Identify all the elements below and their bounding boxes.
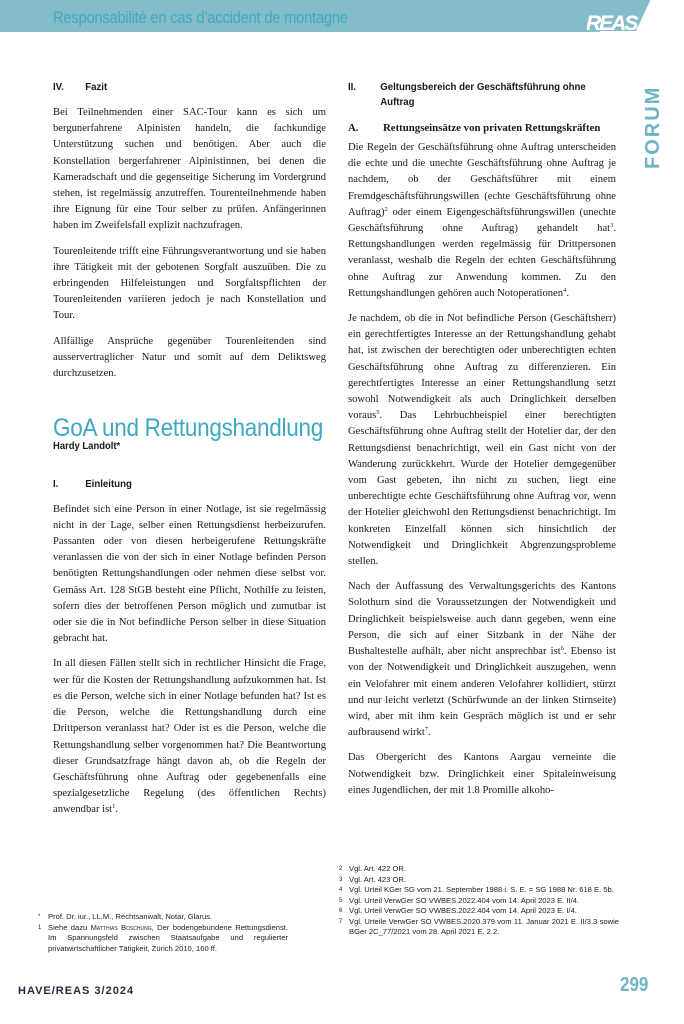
article-author: Hardy Landolt* bbox=[53, 440, 121, 453]
section-heading-geltungsbereich bbox=[348, 80, 595, 110]
footnotes-right bbox=[339, 864, 619, 938]
text: Nach der Auffassung des Verwaltungsgerichts des Kantons Solothurn sind die Voraussetzungen der Notwendigkeit und Dringlichkeit beispielsweise auch dann gegeben, wenn eine Person, die sich auf einer Sitzbank in der Nähe der Bushaltestelle aufhält, aber nicht ansprechbar ist bbox=[348, 581, 616, 658]
footnote-ref[interactable]: 2 bbox=[384, 205, 388, 213]
text: . bbox=[428, 727, 431, 739]
text: . Ebenso ist von der Notwendigkeit und Dringlichkeit auszugehen, wenn ein Velofahrer mit einem anderen Velofahrer kollidiert, stürzt und nur leicht verletzt (Schürfwunde an der linken Stirnseite) wird, aber mit ihm kein Gespräch möglich ist und er sehr aufbrausend wirkt bbox=[348, 646, 616, 739]
subsection-number: A. bbox=[348, 122, 359, 134]
footnote-ref[interactable]: 3 bbox=[610, 222, 614, 230]
section-heading-fazit bbox=[53, 80, 304, 95]
text: Je nachdem, ob die in Not befindliche Person (Geschäftsherr) ein gerechtfertigtes Interesse an der Rettungshandlung gehabt hat, ist zwischen der berechtigten oder unberechtigten echten Geschäftsführung ohne Auftrag zu differenzieren. Ein gerechtfertigtes Interesse an einer Rettungshandlung setzt sowohl Notwendigkeit als auch Dringlichkeit derselben voraus bbox=[348, 313, 616, 422]
footnote bbox=[339, 885, 619, 896]
right-column bbox=[348, 80, 616, 808]
footnote-text: Vgl. Urteile VerwGer SO VWBES.2020.379 vom 11. Januar 2021 E. II/3.3 sowie BGer 2C_77/2021 vom 28. April 2021 E. 2.2. bbox=[349, 916, 619, 936]
footnote-mark: 2 bbox=[339, 866, 343, 872]
footnote-ref[interactable]: 6 bbox=[560, 645, 564, 653]
subsection-heading-rettungseinsaetze bbox=[348, 120, 616, 136]
section-title: Geltungsbereich der Geschäftsführung ohne Auftrag bbox=[380, 81, 586, 108]
footnote-text: Vgl. Urteil VerwGer SO VWBES.2022.404 vom 14. April 2023 E. I/4. bbox=[349, 906, 577, 915]
footnote bbox=[339, 875, 619, 886]
footnote-mark: 7 bbox=[339, 918, 343, 925]
page-number: 299 bbox=[620, 974, 649, 996]
paragraph: Das Obergericht des Kantons Aargau verneinte die Notwendigkeit bzw. Dringlichkeit einer Spitaleinweisung eines Jugendlichen, der mit 1.8 Promille alkoho- bbox=[348, 752, 616, 796]
footnote bbox=[339, 917, 619, 938]
footnote-text: Vgl. Urteil KGer SG vom 21. September 1988 i. S. E. = SG 1988 Nr. 618 E. 5b. bbox=[349, 885, 614, 894]
footnote-mark: 3 bbox=[339, 876, 343, 883]
paragraph: Bei Teilnehmenden einer SAC-Tour kann es sich um bergunerfahrene Alpinisten handeln, die fachkundige Unterstützung suchen und benötigen. Aber auch die Konstellation bergerfahrener Alpinistinnen, bei denen die Kameradschaft und die gegenseitige Sicherung im Vordergrund stehen, ist regelmässig anzutreffen. Tourenteilnehmende haben ihre Eignung für eine Tour selber zu prüfen. Anfängerinnen haben im Zweifelsfall explizit nachzufragen. bbox=[53, 107, 326, 232]
section-heading-einleitung bbox=[53, 477, 304, 492]
footnotes-left bbox=[38, 912, 288, 954]
footnote-text: Vgl. Art. 423 OR. bbox=[349, 874, 406, 884]
footnote-mark: 6 bbox=[339, 908, 343, 914]
running-title: Responsabilité en cas d’accident de montagne bbox=[53, 8, 348, 27]
cited-author: Matthias Boschung bbox=[90, 922, 152, 932]
article-title: GoA und Rettungshandlung bbox=[53, 414, 323, 443]
footnote bbox=[339, 896, 619, 907]
subsection-title: Rettungseinsätze von privaten Rettungskräften bbox=[383, 122, 601, 134]
header-rule bbox=[0, 31, 600, 32]
paragraph: Allfällige Ansprüche gegenüber Tourenleitenden sind ausservertraglicher Natur und somit auf dem Deliktsweg durchzusetzen. bbox=[53, 335, 326, 380]
text: , Der bodengebundene Rettungsdienst. Im Spannungsfeld zwischen Staatsaufgabe und regulierter privatwirtschaftlicher Tätigkeit, Zürich 2010, 160 ff. bbox=[48, 922, 288, 953]
footnote bbox=[38, 923, 288, 955]
footnote-text: Vgl. Art. 422 OR. bbox=[349, 864, 406, 873]
section-number: IV. bbox=[53, 81, 64, 93]
footnote-ref[interactable]: 1 bbox=[112, 803, 116, 811]
paragraph bbox=[348, 579, 616, 741]
side-tab-forum: FORUM bbox=[642, 85, 664, 169]
footnote-text bbox=[48, 923, 288, 955]
left-column bbox=[53, 80, 326, 828]
section-title: Fazit bbox=[85, 81, 108, 93]
footnote-mark: 4 bbox=[339, 887, 343, 893]
footnote-ref[interactable]: 5 bbox=[376, 409, 380, 417]
paragraph-text: In all diesen Fällen stellt sich in rechtlicher Hinsicht die Frage, wer für die Kosten der Rettungshandlung aufzukommen hat. Ist es die Person, welche sich in einer Notlage befunden hat? Ist es die Person, welche die Rettungshandlung durch eine Drittperson veranlasst hat? Oder ist es die Person, welche die Rettungshandlung selber vorgenommen hat? Die Beantwortung dieser Grundsatzfrage hängt davon ab, ob die Regeln der Geschäftsführung ohne Auftrag oder gegebenenfalls eine spezialgesetzliche Regelung (des öffentlichen Rechts) anwendbar ist bbox=[53, 658, 326, 816]
footnote-ref[interactable]: 4 bbox=[563, 286, 567, 294]
paragraph: Tourenleitende trifft eine Führungsverantwortung und sie haben ihre Tätigkeit mit der gebotenen Sorgfalt auszuüben. Die zu erbringenden Hilfeleistungen und Sorgfaltspflichten der Tourenleitenden variieren jedoch je nach Konstellation und Tour. bbox=[53, 245, 326, 322]
text: Siehe dazu bbox=[48, 922, 91, 932]
footnote-mark: * bbox=[38, 914, 41, 920]
text: oder einem Eigengeschäftsführungswillen (unechte Geschäftsführung ohne Auftrag) gehandelt hat bbox=[348, 206, 616, 235]
footnote-mark: 1 bbox=[38, 924, 42, 931]
footnote-ref[interactable]: 7 bbox=[424, 726, 429, 734]
paragraph: In all diesen Fällen stellt sich in rechtlicher Hinsicht die Frage, wer für die Kosten der Rettungshandlung aufzukommen hat. Ist es die Person, welche sich in einer Notlage befunden hat? Ist es die Person, welche die Rettungshandlung durch eine Drittperson veranlasst hat? Oder ist es die Person, welche die Rettungshandlung selber vorgenommen hat? Die Beantwortung dieser Grundsatzfrage hängt davon ab, ob die Regeln der Geschäftsführung ohne Auftrag oder gegebenenfalls eine spezialgesetzliche Regelung (des öffentlichen Rechts) anwendbar ist$^1$. bbox=[53, 658, 326, 816]
text: Die Regeln der Geschäftsführung ohne Auftrag unterscheiden die echte und die unechte Geschäftsführung ohne Auftrag je nachdem, ob der Geschäftsführer mit einem Fremdgeschäftsführungswillen (echte Geschäftsführung ohne Auftrag) bbox=[348, 142, 616, 218]
journal-issue: HAVE/REAS 3/2024 bbox=[18, 985, 135, 997]
footnote-text: Prof. Dr. iur., LL.M., Rechtsanwalt, Notar, Glarus. bbox=[48, 912, 213, 921]
footnote-text: Vgl. Urteil VerwGer SO VWBES.2022.404 vom 14. April 2023 E. II/4. bbox=[349, 895, 580, 905]
paragraph bbox=[348, 140, 616, 302]
text: . bbox=[566, 287, 569, 299]
section-number: I. bbox=[53, 477, 59, 490]
paragraph: Befindet sich eine Person in einer Notlage, ist sie regelmässig nicht in der Lage, selber einen Rettungsdienst herbeizurufen. Passanten oder von diesen herbeigerufene Rettungskräfte veranlassen die von der sich in einer Notlage befinden Person benötigten Rettungshandlungen oder nehmen diese selbst vor. Gemäss Art. 128 StGB besteht eine Pflicht, Nothilfe zu leisten, sofern dies der betroffenen Person möglich und zumutbar ist oder sie die in Not befindliche Person selber in diese Situation gebracht hat. bbox=[53, 503, 326, 645]
paragraph bbox=[348, 311, 616, 570]
section-number: II. bbox=[348, 81, 357, 93]
text: . Das Lehrbuchbeispiel einer berechtigten Geschäftsführung ohne Auftrag stellt der Hotelier dar, der den Rettungsdienst benachrichtigt, weil ein Gast nicht von der Wanderung zurückkehrt. Wurde der Hotelier demgegenüber vom Gast gebeten, ihn nicht zu suchen, liegt eine unberechtigte echte Geschäftsführung ohne Auftrag vor, wenn der Hotelier gleichwohl den Rettungsdienst benachrichtigt. Im konkreten Einzelfall können sich hinsichtlich der Notwendigkeit und Dringlichkeit Abgrenzungsprobleme stellen. bbox=[348, 410, 616, 568]
text: . Rettungshandlungen werden regelmässig für Drittpersonen veranlasst, weshalb die Regeln der echten Geschäftsführung ohne Auftrag zur Anwendung kommen. Zu den Rettungshandlungen gehören auch Notoperationen bbox=[348, 223, 616, 299]
reas-logo: REAS bbox=[586, 12, 637, 35]
section-title: Einleitung bbox=[85, 477, 132, 490]
footnote-mark: 5 bbox=[339, 897, 343, 904]
footnote bbox=[339, 906, 619, 917]
footnote bbox=[38, 912, 288, 923]
footnote bbox=[339, 864, 619, 875]
